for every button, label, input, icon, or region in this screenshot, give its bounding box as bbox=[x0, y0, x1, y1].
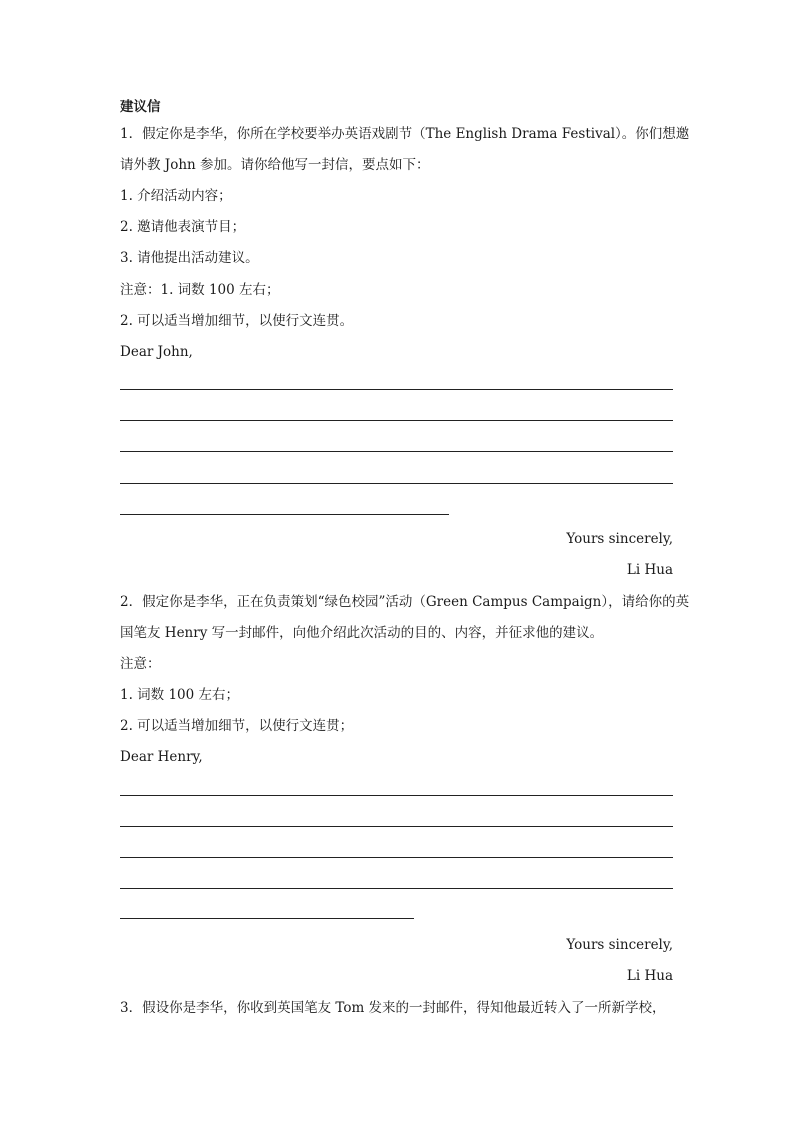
q2-salutation: Dear Henry, bbox=[120, 749, 203, 765]
q1-point-3: 3. 请他提出活动建议。 bbox=[120, 250, 259, 266]
q3-prompt-line-1: 3．假设你是李华，你收到英国笔友 Tom 发来的一封邮件，得知他最近转入了一所新学校， bbox=[120, 1000, 666, 1016]
q2-writing-line-3 bbox=[120, 857, 673, 858]
q2-note-1: 1. 词数 100 左右； bbox=[120, 687, 240, 703]
q1-writing-line-4 bbox=[120, 483, 673, 484]
q2-note-2: 2. 可以适当增加细节，以使行文连贯； bbox=[120, 718, 354, 734]
q1-prompt-line-1: 1．假定你是李华，你所在学校要举办英语戏剧节（The English Drama Festival）。你们想邀 bbox=[120, 126, 690, 142]
q2-closing: Yours sincerely, bbox=[566, 937, 673, 953]
q2-prompt-line-2: 国笔友 Henry 写一封邮件，向他介绍此次活动的目的、内容，并征求他的建议。 bbox=[120, 625, 604, 641]
q2-writing-line-2 bbox=[120, 826, 673, 827]
q1-signature: Li Hua bbox=[626, 562, 673, 578]
q1-point-2: 2. 邀请他表演节目； bbox=[120, 219, 246, 235]
q2-writing-line-5 bbox=[120, 918, 414, 919]
q1-note-2: 2. 可以适当增加细节，以使行文连贯。 bbox=[120, 313, 354, 329]
q1-salutation: Dear John, bbox=[120, 344, 193, 360]
q1-writing-line-3 bbox=[120, 451, 673, 452]
q2-prompt-line-1: 2．假定你是李华，正在负责策划“绿色校园”活动（Green Campus Campaign），请给你的英 bbox=[120, 594, 690, 610]
q1-prompt-line-2: 请外教 John 参加。请你给他写一封信，要点如下： bbox=[120, 157, 430, 173]
q2-signature: Li Hua bbox=[626, 968, 673, 984]
q2-note-heading: 注意： bbox=[120, 656, 161, 672]
q2-writing-line-1 bbox=[120, 795, 673, 796]
q1-closing: Yours sincerely, bbox=[566, 531, 673, 547]
section-title: 建议信 bbox=[120, 99, 161, 115]
q1-note-1: 注意：1. 词数 100 左右； bbox=[120, 282, 280, 298]
q1-writing-line-1 bbox=[120, 389, 673, 390]
q1-writing-line-5 bbox=[120, 514, 449, 515]
q2-writing-line-4 bbox=[120, 888, 673, 889]
q1-point-1: 1. 介绍活动内容； bbox=[120, 188, 232, 204]
q1-writing-line-2 bbox=[120, 420, 673, 421]
